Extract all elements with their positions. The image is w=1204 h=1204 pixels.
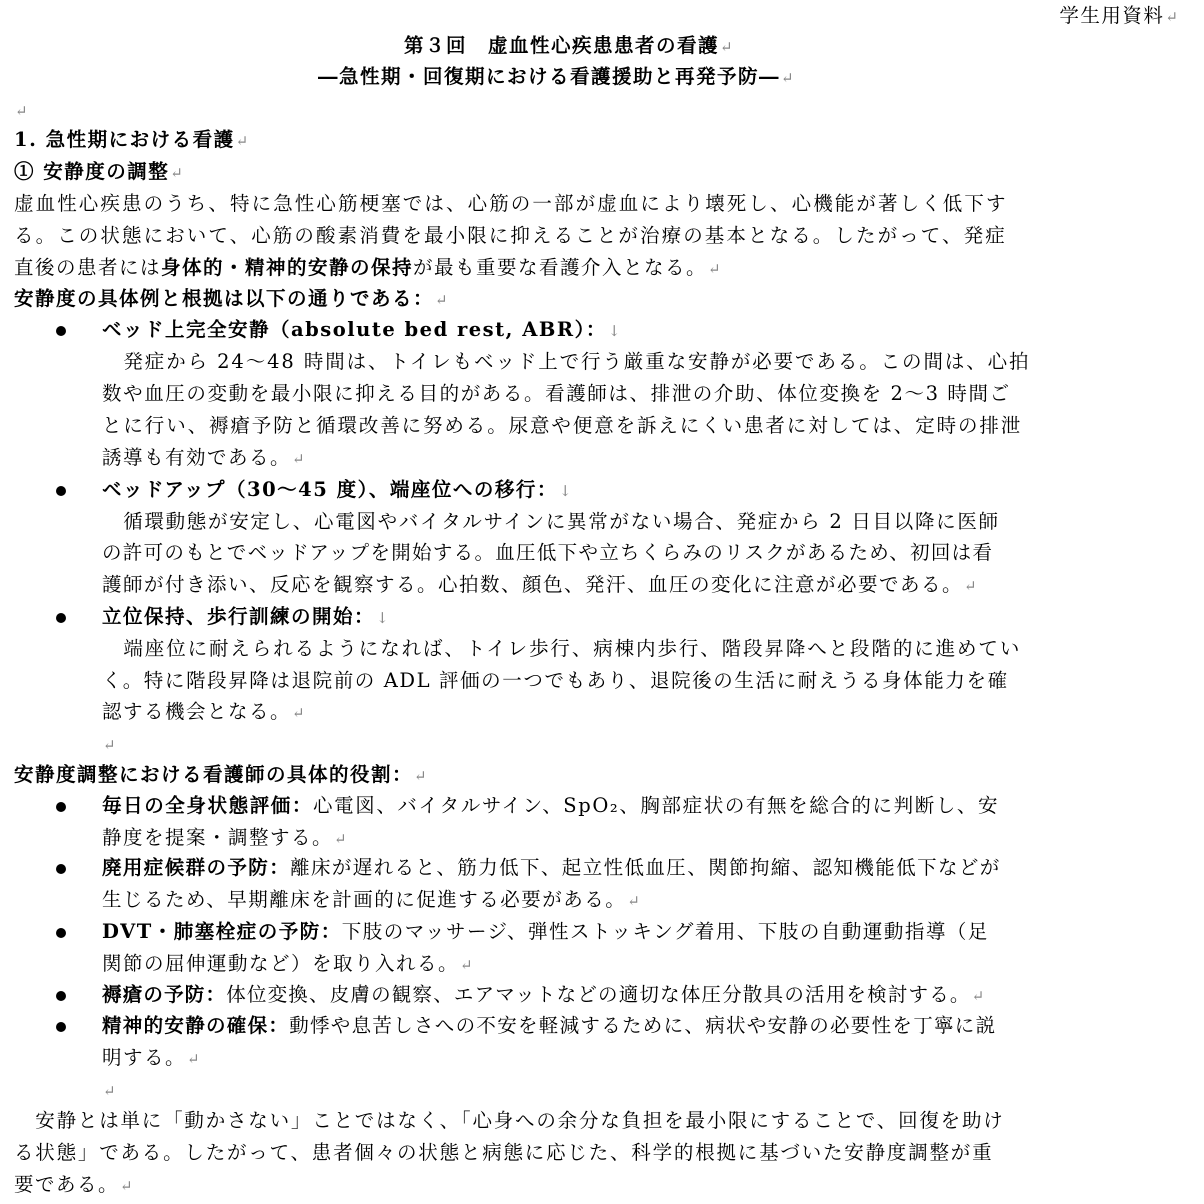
role-text: 生じるため、早期離床を計画的に促進する必要がある。↵	[102, 888, 640, 911]
example-text: とに行い、褥瘡予防と循環改善に努める。尿意や便意を訴えにくい患者に対しては、定時の排泄	[102, 414, 1023, 437]
intro-line: る。この状態において、心筋の酸素消費を最小限に抑えることが治療の基本となる。したがって、発症	[14, 224, 1007, 247]
document-subtitle: ―急性期・回復期における看護援助と再発予防―↵	[318, 65, 794, 88]
role-label: 精神的安静の確保：	[102, 1014, 290, 1037]
document-tag: 学生用資料↵	[1059, 4, 1178, 27]
example-title: 立位保持、歩行訓練の開始：↓	[102, 605, 389, 628]
example-text: 誘導も有効である。↵	[102, 446, 305, 469]
example-text: 認する機会となる。↵	[102, 700, 305, 723]
intro-line: 直後の患者には身体的・精神的安静の保持が最も重要な看護介入となる。↵	[14, 256, 721, 279]
example-text: 護師が付き添い、反応を観察する。心拍数、顔色、発汗、血圧の変化に注意が必要である。↵	[102, 573, 977, 596]
sub-heading: ① 安静度の調整↵	[14, 160, 183, 183]
intro-line: 虚血性心疾患のうち、特に急性心筋梗塞では、心筋の一部が虚血により壊死し、心機能が著しく低下す	[14, 192, 1008, 215]
bullet-icon	[56, 486, 66, 496]
role-label: DVT・肺塞栓症の予防：	[102, 920, 342, 943]
bullet-icon	[56, 991, 66, 1001]
closing-text: る状態」である。したがって、患者個々の状態と病態に応じた、科学的根拠に基づいた安静度調整が重	[14, 1141, 994, 1164]
document-title: 第３回 虚血性心疾患患者の看護↵	[404, 34, 733, 57]
example-text: く。特に階段昇降は退院前の ADL 評価の一つでもあり、退院後の生活に耐えうる身体能力を確	[102, 669, 1009, 692]
role-label: 毎日の全身状態評価：	[102, 794, 314, 817]
role-item: 褥瘡の予防：体位変換、皮膚の観察、エアマットなどの適切な体圧分散具の活用を検討する。↵	[102, 983, 985, 1006]
example-text: 循環動態が安定し、心電図やバイタルサインに異常がない場合、発症から 2 日目以降に医師	[102, 510, 1000, 533]
bullet-icon	[56, 802, 66, 812]
emphasis-text: 身体的・精神的安静の保持	[161, 256, 414, 279]
role-item: 精神的安静の確保：動悸や息苦しさへの不安を軽減するために、病状や安静の必要性を丁寧に説	[102, 1014, 997, 1037]
example-text: 発症から 24〜48 時間は、トイレもベッド上で行う厳重な安静が必要である。この間は、心拍	[102, 350, 1031, 373]
role-label: 褥瘡の予防：	[102, 983, 227, 1006]
bullet-icon	[56, 864, 66, 874]
roles-heading: 安静度調整における看護師の具体的役割：↵	[14, 763, 427, 786]
closing-text: 安静とは単に「動かさない」ことではなく、「心身への余分な負担を最小限にすることで、回復を助け	[14, 1109, 1005, 1132]
empty-paragraph: ↵	[103, 1082, 116, 1100]
example-text: 端座位に耐えられるようになれば、トイレ歩行、病棟内歩行、階段昇降へと段階的に進めてい	[102, 637, 1022, 660]
bullet-icon	[56, 326, 66, 336]
bullet-icon	[56, 1022, 66, 1032]
role-text: 明する。↵	[102, 1046, 200, 1069]
role-item: 廃用症候群の予防：離床が遅れると、筋力低下、起立性低血圧、関節拘縮、認知機能低下などが	[102, 856, 1001, 879]
empty-paragraph: ↵	[103, 736, 116, 754]
empty-paragraph: ↵	[15, 102, 28, 120]
bullet-icon	[56, 928, 66, 938]
section-heading: 1. 急性期における看護↵	[14, 128, 249, 151]
role-item: DVT・肺塞栓症の予防：下肢のマッサージ、弾性ストッキング着用、下肢の自動運動指導（足	[102, 920, 989, 943]
example-text: 数や血圧の変動を最小限に抑える目的がある。看護師は、排泄の介助、体位変換を 2〜3 時間ご	[102, 382, 1011, 405]
examples-heading: 安静度の具体例と根拠は以下の通りである：↵	[14, 287, 448, 310]
role-text: 静度を提案・調整する。↵	[102, 826, 347, 849]
role-text: 関節の屈伸運動など）を取り入れる。↵	[102, 952, 473, 975]
closing-text: 要である。↵	[14, 1173, 133, 1196]
bullet-icon	[56, 613, 66, 623]
example-title: ベッドアップ（30〜45 度）、端座位への移行：↓	[102, 478, 572, 501]
example-title: ベッド上完全安静（absolute bed rest, ABR）：↓	[102, 318, 621, 341]
example-text: の許可のもとでベッドアップを開始する。血圧低下や立ちくらみのリスクがあるため、初回は看	[102, 541, 994, 564]
role-item: 毎日の全身状態評価：心電図、バイタルサイン、SpO₂、胸部症状の有無を総合的に判断し、安	[102, 794, 1000, 817]
role-label: 廃用症候群の予防：	[102, 856, 291, 879]
